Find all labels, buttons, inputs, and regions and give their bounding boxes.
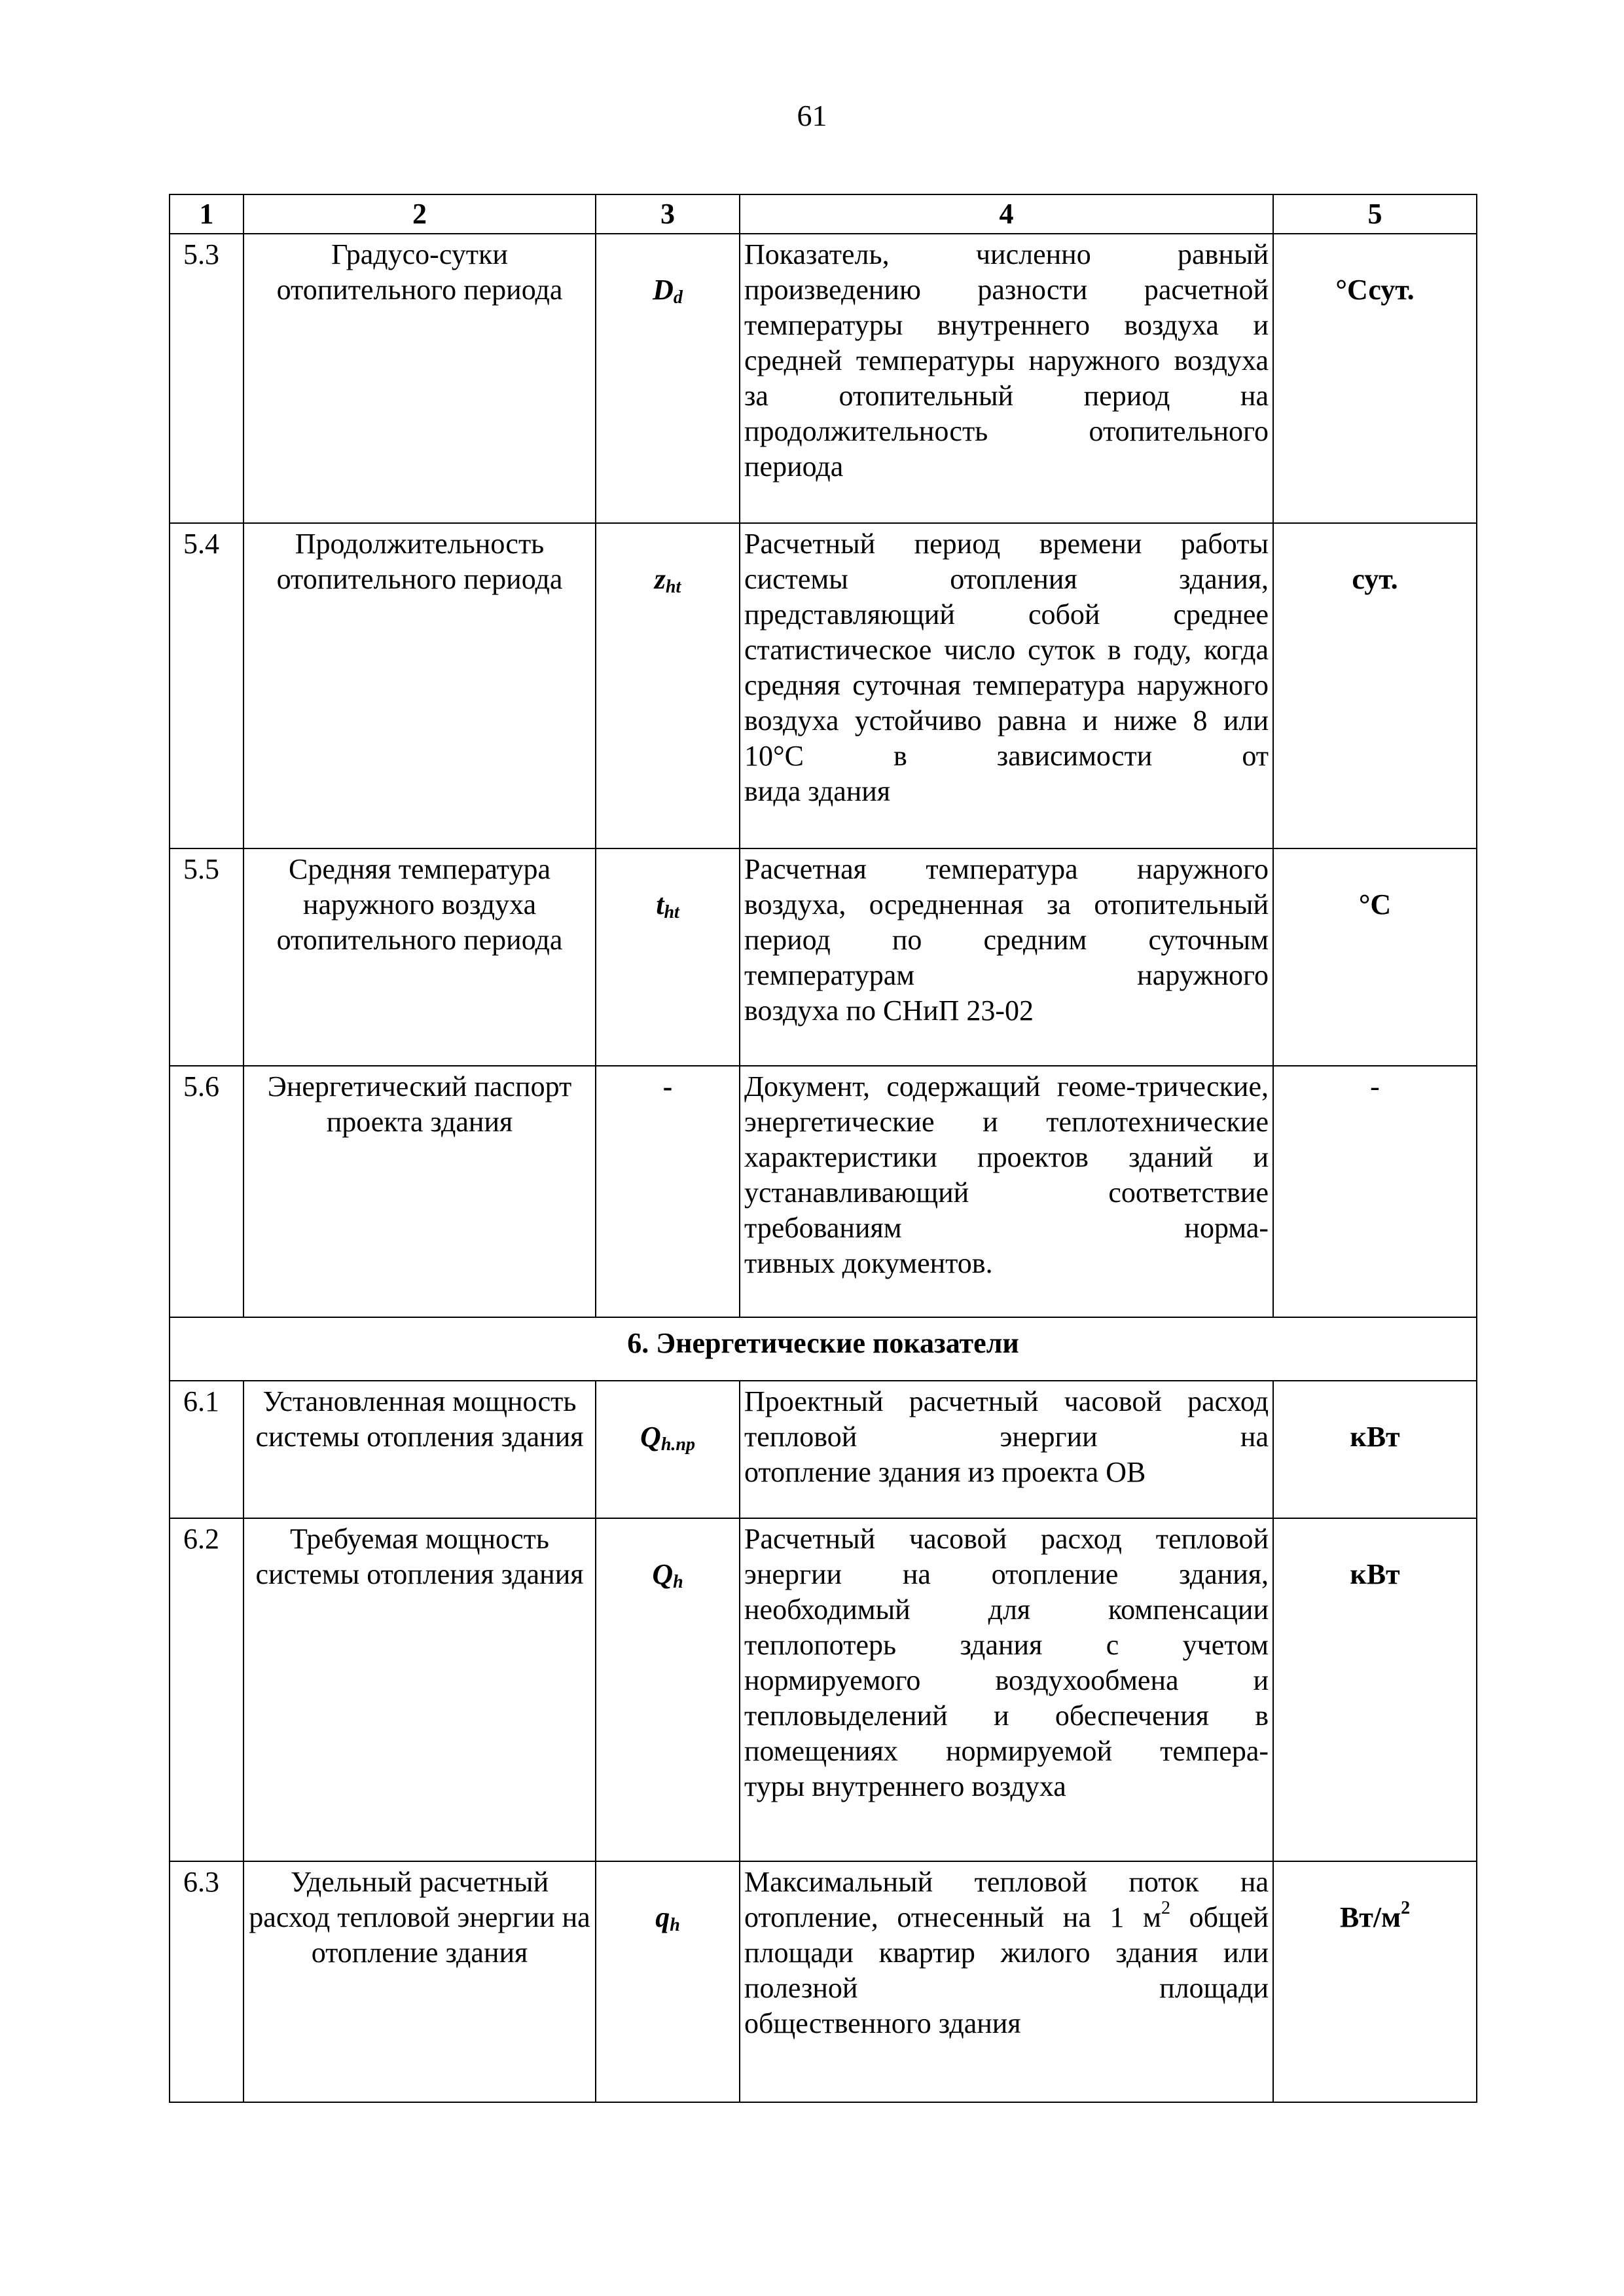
row-number: 6.3 — [170, 1861, 244, 2102]
indicator-symbol: $Q_h$ — [596, 1518, 740, 1861]
indicator-unit: °С — [1273, 848, 1477, 1066]
indicator-name: Средняя температура наружного воздуха отопительного периода — [244, 848, 596, 1066]
section-row — [170, 1317, 1477, 1381]
table-row — [170, 234, 1477, 523]
header-cell: 1 — [170, 194, 244, 234]
header-row — [170, 194, 1477, 234]
indicator-name: Энергетический паспорт проекта здания — [244, 1066, 596, 1317]
header-cell: 3 — [596, 194, 740, 234]
indicator-symbol: $t_{ht}$ — [596, 848, 740, 1066]
table-row — [170, 848, 1477, 1066]
indicator-symbol: $D_d$ — [596, 234, 740, 523]
table-row — [170, 1381, 1477, 1518]
indicator-description: Расчетный часовой расход тепловой энергии на отопление здания, необходимый для компенсации теплопотерь здания с учетом нормируемого воздухообмена и тепловыделений и обеспечения в помещениях нормируемой темпера- туры внутреннего воздуха — [740, 1518, 1273, 1861]
indicator-description: Расчетная температура наружного воздуха, осредненная за отопительный период по средним суточным температурам наружного воздуха по СНиП 23-02 — [740, 848, 1273, 1066]
table-row — [170, 1518, 1477, 1861]
indicator-name: Требуемая мощность системы отопления здания — [244, 1518, 596, 1861]
row-number: 6.2 — [170, 1518, 244, 1861]
indicator-unit: - — [1273, 1066, 1477, 1317]
indicator-unit: кВт — [1273, 1381, 1477, 1518]
indicator-symbol: $Q_{h.пр}$ — [596, 1381, 740, 1518]
indicator-unit: °Ссут. — [1273, 234, 1477, 523]
indicator-name: Продолжительность отопительного периода — [244, 523, 596, 848]
indicator-description: Документ, содержащий геоме-трические, энергетические и теплотехнические характеристики проектов зданий и устанавливающий соответствие требованиям норма- тивных документов. — [740, 1066, 1273, 1317]
indicator-name: Установленная мощность системы отопления здания — [244, 1381, 596, 1518]
indicator-symbol: - — [596, 1066, 740, 1317]
indicator-description: Проектный расчетный часовой расход тепловой энергии на отопление здания из проекта ОВ — [740, 1381, 1273, 1518]
indicators-table — [169, 194, 1477, 2103]
indicator-description: Показатель, численно равный произведению разности расчетной температуры внутреннего воздуха и средней температуры наружного воздуха за отопительный период на продолжительность отопительного периода — [740, 234, 1273, 523]
indicator-unit: сут. — [1273, 523, 1477, 848]
section-title: 6. Энергетические показатели — [170, 1317, 1477, 1381]
indicator-name: Градусо-сутки отопительного периода — [244, 234, 596, 523]
row-number: 5.6 — [170, 1066, 244, 1317]
table-row — [170, 523, 1477, 848]
header-cell: 4 — [740, 194, 1273, 234]
table-row — [170, 1861, 1477, 2102]
indicator-description: Максимальный тепловой поток на отопление, отнесенный на 1 $м^2$ общей площади квартир жилого здания или полезной площади общественного здания — [740, 1861, 1273, 2102]
row-number: 5.3 — [170, 234, 244, 523]
indicator-name: Удельный расчетный расход тепловой энергии на отопление здания — [244, 1861, 596, 2102]
indicator-description: Расчетный период времени работы системы отопления здания, представляющий собой среднее статистическое число суток в году, когда средняя суточная температура наружного воздуха устойчиво равна и ниже 8 или 10°С в зависимости от вида здания — [740, 523, 1273, 848]
indicator-symbol: $z_{ht}$ — [596, 523, 740, 848]
row-number: 5.4 — [170, 523, 244, 848]
header-cell: 2 — [244, 194, 596, 234]
indicator-unit: кВт — [1273, 1518, 1477, 1861]
table-row — [170, 1066, 1477, 1317]
indicator-unit: $Вт/м^2$ — [1273, 1861, 1477, 2102]
row-number: 6.1 — [170, 1381, 244, 1518]
indicator-symbol: $q_h$ — [596, 1861, 740, 2102]
page-number: 61 — [797, 99, 827, 132]
row-number: 5.5 — [170, 848, 244, 1066]
header-cell: 5 — [1273, 194, 1477, 234]
